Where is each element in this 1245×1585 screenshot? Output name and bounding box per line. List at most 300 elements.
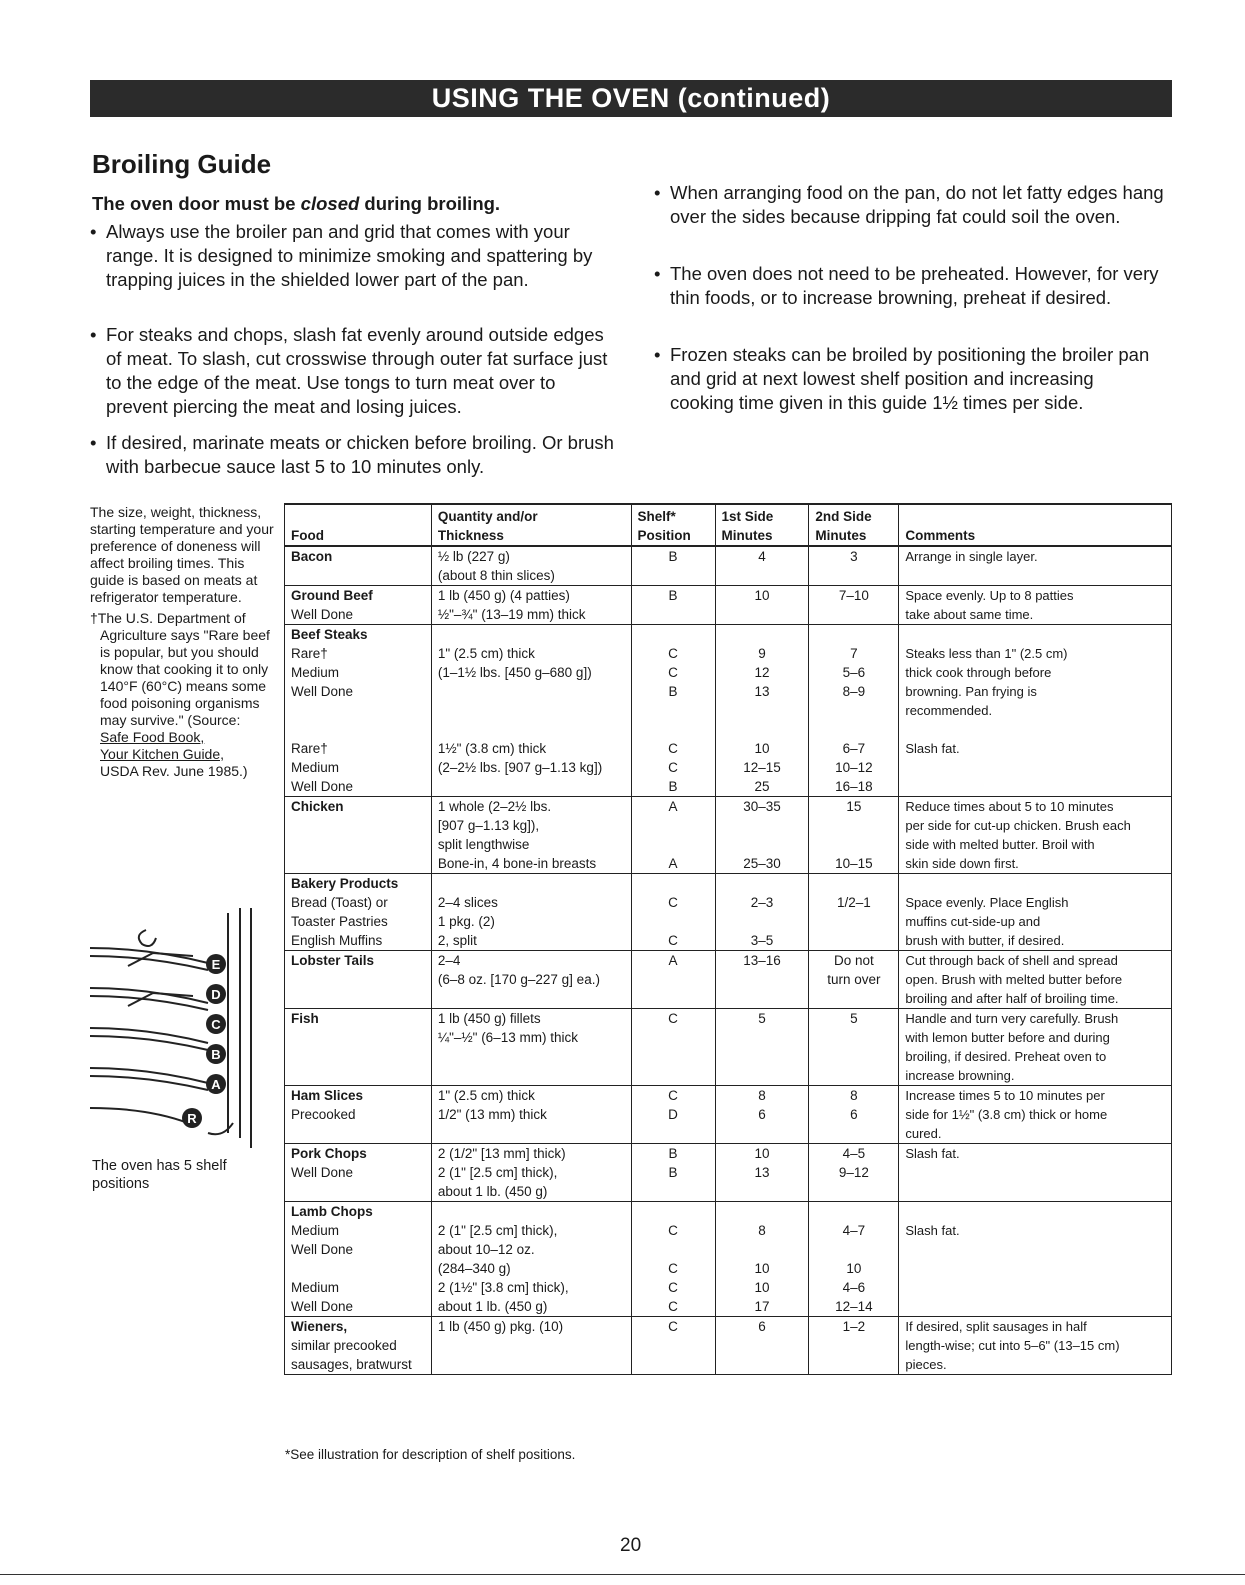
- cell-second: [809, 797, 899, 874]
- second-line: 8–9: [842, 684, 866, 699]
- first-line: [722, 1240, 803, 1259]
- shelf-line: B: [668, 549, 678, 564]
- cell-food: [285, 1086, 432, 1144]
- usda-source-subtitle: Your Kitchen Guide,: [100, 746, 225, 762]
- cell-first: [715, 1202, 809, 1317]
- cell-shelf: [631, 1144, 715, 1202]
- second-line: 6: [850, 1107, 858, 1122]
- comments-line: [905, 1202, 1165, 1221]
- shelf-caption: The oven has 5 shelf positions: [92, 1158, 227, 1192]
- cell-food: [285, 546, 432, 586]
- cell-shelf: [631, 1317, 715, 1375]
- qty-line: 2 (1½" [3.8 cm] thick),: [437, 1280, 569, 1295]
- comments-line: Reduce times about 5 to 10 minutes: [905, 799, 1114, 814]
- first-line: 8: [758, 1088, 766, 1103]
- comments-line: broiling and after half of broiling time.: [905, 991, 1119, 1006]
- qty-line: 1 lb (450 g) (4 patties): [437, 588, 570, 603]
- qty-line: ¼"–½" (6–13 mm) thick: [437, 1030, 578, 1045]
- cell-comments: [899, 1202, 1172, 1317]
- first-line: [722, 720, 803, 739]
- first-line: 13–16: [743, 953, 781, 968]
- cell-second: [809, 1144, 899, 1202]
- comments-line: Space evenly. Up to 8 patties: [905, 588, 1074, 603]
- shelf-line: [638, 625, 709, 644]
- shelf-line: C: [668, 646, 678, 661]
- cell-qty: [431, 1317, 631, 1375]
- food-line: Well Done: [291, 1165, 354, 1180]
- food-line: [291, 701, 425, 720]
- header-second-side: 2nd Side Minutes: [809, 504, 899, 546]
- first-line: [722, 874, 803, 893]
- header-first-side: 1st Side Minutes: [715, 504, 809, 546]
- comments-line: pieces.: [905, 1357, 947, 1372]
- usda-source-title: Safe Food Book,: [100, 729, 205, 745]
- qty-line: split lengthwise: [437, 837, 530, 852]
- cell-first: [715, 1317, 809, 1375]
- second-line: [815, 912, 892, 931]
- food-line: Ground Beef: [291, 588, 373, 603]
- comments-line: per side for cut-up chicken. Brush each: [905, 818, 1131, 833]
- food-line: Pork Chops: [291, 1146, 367, 1161]
- comments-line: Slash fat.: [905, 741, 960, 756]
- food-line: Toaster Pastries: [291, 914, 388, 929]
- shelf-line: [638, 1202, 709, 1221]
- shelf-line: D: [668, 1107, 678, 1122]
- usda-source-date: USDA Rev. June 1985.): [100, 763, 248, 779]
- qty-line: [438, 777, 625, 796]
- comments-line: [905, 720, 1165, 739]
- cell-qty: [431, 546, 631, 586]
- comments-line: open. Brush with melted butter before: [905, 972, 1123, 987]
- second-line: [815, 931, 892, 950]
- cell-comments: [899, 951, 1172, 1009]
- shelf-line: C: [668, 1319, 678, 1334]
- shelf-line: [638, 701, 709, 720]
- header-comments: Comments: [899, 504, 1172, 546]
- cell-shelf: [631, 1009, 715, 1086]
- qty-line: (about 8 thin slices): [437, 568, 555, 583]
- cell-qty: [431, 874, 631, 951]
- table-body: [285, 546, 1172, 1375]
- first-line: 12: [754, 665, 770, 680]
- cell-shelf: [631, 586, 715, 625]
- cell-first: [715, 625, 809, 797]
- first-line: 4: [758, 549, 766, 564]
- second-line: [815, 835, 892, 854]
- comments-line: Steaks less than 1" (2.5 cm): [905, 646, 1068, 661]
- first-line: 6: [758, 1107, 766, 1122]
- qty-line: 2 (1" [2.5 cm] thick),: [437, 1165, 558, 1180]
- food-line: sausages, bratwurst: [291, 1357, 412, 1372]
- first-line: 13: [754, 1165, 770, 1180]
- first-line: 17: [754, 1299, 770, 1314]
- table-row: [285, 1086, 1172, 1144]
- cell-qty: [431, 1086, 631, 1144]
- food-line: Medium: [291, 760, 340, 775]
- cell-second: [809, 1317, 899, 1375]
- table-row: [285, 797, 1172, 874]
- shelf-label-e: E: [211, 957, 221, 972]
- qty-line: [438, 1202, 625, 1221]
- first-line: 2–3: [750, 895, 774, 910]
- food-line: Well Done: [291, 1299, 354, 1314]
- cell-shelf: [631, 1202, 715, 1317]
- shelf-line: A: [668, 856, 678, 871]
- second-line: [815, 701, 892, 720]
- first-line: [722, 625, 803, 644]
- shelf-line: C: [668, 665, 678, 680]
- shelf-line: B: [668, 779, 678, 794]
- tip-text: Frozen steaks can be broiled by positioning the broiler pan and grid at next lowest shelf position and increasing cooking time given in this guide 1½ times per side.: [670, 344, 1150, 413]
- cell-comments: [899, 1317, 1172, 1375]
- second-line: [815, 874, 892, 893]
- footnote: *See illustration for description of shelf positions.: [285, 1447, 576, 1462]
- food-line: similar precooked: [291, 1338, 397, 1353]
- comments-line: thick cook through before: [905, 665, 1052, 680]
- qty-line: (2–2½ lbs. [907 g–1.13 kg]): [437, 760, 603, 775]
- tip-right-3: [654, 343, 1160, 415]
- tip-right-2: [654, 262, 1160, 310]
- shelf-line: [638, 1240, 709, 1259]
- second-line: [815, 625, 892, 644]
- qty-line: 1 whole (2–2½ lbs.: [437, 799, 552, 814]
- comments-line: [905, 874, 1165, 893]
- page-bottom-rule: [0, 1574, 1245, 1575]
- second-line: [815, 720, 892, 739]
- food-line: Fish: [291, 1011, 319, 1026]
- first-line: 13: [754, 684, 770, 699]
- cell-qty: [431, 1009, 631, 1086]
- cell-qty: [431, 586, 631, 625]
- qty-line: (6–8 oz. [170 g–227 g] ea.): [437, 972, 600, 987]
- food-line: Precooked: [291, 1107, 356, 1122]
- cell-qty: [431, 625, 631, 797]
- second-line: 4–7: [842, 1223, 866, 1238]
- second-line: 4–5: [842, 1146, 866, 1161]
- cell-second: [809, 1202, 899, 1317]
- cell-shelf: [631, 546, 715, 586]
- qty-line: about 1 lb. (450 g): [437, 1184, 548, 1199]
- cell-food: [285, 951, 432, 1009]
- food-line: Ham Slices: [291, 1088, 364, 1103]
- header-shelf: Shelf* Position: [631, 504, 715, 546]
- shelf-line: C: [668, 933, 678, 948]
- tip-text: For steaks and chops, slash fat evenly around outside edges of meat. To slash, cut crosswise through outer fat surface just to the edge of the meat. Use tongs to turn meat over to prevent piercing the meat and losing juices.: [106, 324, 608, 417]
- bullet-icon: •: [90, 324, 97, 345]
- comments-line: increase browning.: [905, 1068, 1015, 1083]
- second-line: Do not: [834, 953, 874, 968]
- second-line: [815, 1202, 892, 1221]
- section-banner: [90, 80, 1172, 117]
- table-row: [285, 951, 1172, 1009]
- cell-shelf: [631, 1086, 715, 1144]
- second-line: 7: [850, 646, 858, 661]
- comments-line: Slash fat.: [905, 1223, 960, 1238]
- qty-line: 1 lb (450 g) pkg. (10): [437, 1319, 564, 1334]
- table-header-row: [285, 504, 1172, 546]
- header-quantity: Quantity and/or Thickness: [431, 504, 631, 546]
- side-note-text: The size, weight, thickness, starting temperature and your preference of doneness will affect broiling times. This guide is based on meats at refrigerator temperature.: [90, 504, 274, 605]
- second-line: 16–18: [835, 779, 873, 794]
- usda-note: [90, 610, 275, 780]
- shelf-line: B: [668, 684, 678, 699]
- first-line: 10: [754, 1261, 770, 1276]
- food-line: Well Done: [291, 684, 354, 699]
- second-line: 1–2: [842, 1319, 866, 1334]
- comments-line: [905, 777, 1165, 796]
- shelf-label-a: A: [211, 1077, 221, 1092]
- cell-comments: [899, 797, 1172, 874]
- cell-food: [285, 586, 432, 625]
- shelf-line: [638, 835, 709, 854]
- shelf-line: A: [668, 953, 678, 968]
- shelf-line: [638, 874, 709, 893]
- first-line: 25–30: [743, 856, 781, 871]
- shelf-line: C: [668, 1280, 678, 1295]
- qty-line: 2 (1/2" [13 mm] thick): [437, 1146, 566, 1161]
- qty-line: [907 g–1.13 kg]),: [437, 818, 540, 833]
- cell-comments: [899, 1086, 1172, 1144]
- shelf-line: C: [668, 1223, 678, 1238]
- tip-text: Always use the broiler pan and grid that comes with your range. It is designed to minimize smoking and spattering by trapping juices in the shielded lower part of the pan.: [106, 221, 593, 290]
- comments-line: [905, 625, 1165, 644]
- first-line: 9: [758, 646, 766, 661]
- cell-second: [809, 1009, 899, 1086]
- qty-line: Bone-in, 4 bone-in breasts: [437, 856, 597, 871]
- first-line: [722, 701, 803, 720]
- second-line: 15: [846, 799, 862, 814]
- table-row: [285, 546, 1172, 586]
- page-number: 20: [620, 1535, 642, 1556]
- table-row: [285, 1009, 1172, 1086]
- cell-food: [285, 797, 432, 874]
- food-line: Well Done: [291, 607, 354, 622]
- shelf-line: C: [668, 895, 678, 910]
- food-line: Well Done: [291, 779, 354, 794]
- bullet-icon: •: [654, 263, 661, 284]
- second-line: 1/2–1: [836, 895, 871, 910]
- shelf-label-r: R: [187, 1111, 197, 1126]
- first-line: 8: [758, 1223, 766, 1238]
- cell-second: [809, 874, 899, 951]
- food-line: Bread (Toast) or: [291, 895, 388, 910]
- table-row: [285, 625, 1172, 797]
- qty-line: [438, 874, 625, 893]
- cell-shelf: [631, 797, 715, 874]
- cell-shelf: [631, 625, 715, 797]
- qty-line: 1½" (3.8 cm) thick: [437, 741, 547, 756]
- comments-line: take about same time.: [905, 607, 1034, 622]
- first-line: 25: [754, 779, 770, 794]
- food-line: [291, 720, 425, 739]
- comments-line: If desired, split sausages in half: [905, 1319, 1087, 1334]
- second-line: 10: [846, 1261, 862, 1276]
- shelf-line: C: [668, 1011, 678, 1026]
- side-note: [90, 504, 275, 784]
- comments-line: skin side down first.: [905, 856, 1019, 871]
- qty-line: 1/2" (13 mm) thick: [437, 1107, 547, 1122]
- first-line: [722, 912, 803, 931]
- cell-second: [809, 625, 899, 797]
- door-warning: [92, 193, 500, 215]
- food-line: Chicken: [291, 799, 344, 814]
- table-row: [285, 586, 1172, 625]
- door-warning-emphasis: closed: [300, 193, 360, 214]
- cell-shelf: [631, 951, 715, 1009]
- comments-line: brush with butter, if desired.: [905, 933, 1065, 948]
- first-line: [722, 816, 803, 835]
- bullet-icon: •: [654, 182, 661, 203]
- cell-comments: [899, 874, 1172, 951]
- first-line: 30–35: [743, 799, 781, 814]
- qty-line: about 10–12 oz.: [437, 1242, 535, 1257]
- comments-line: length-wise; cut into 5–6" (13–15 cm): [905, 1338, 1120, 1353]
- cell-qty: [431, 797, 631, 874]
- cell-second: [809, 546, 899, 586]
- first-line: 10: [754, 741, 770, 756]
- food-line: Wieners,: [291, 1319, 348, 1334]
- cell-food: [285, 874, 432, 951]
- shelf-line: [638, 720, 709, 739]
- table-row: [285, 874, 1172, 951]
- first-line: 5: [758, 1011, 766, 1026]
- cell-shelf: [631, 874, 715, 951]
- qty-line: ½"–¾" (13–19 mm) thick: [437, 607, 586, 622]
- comments-line: muffins cut-side-up and: [905, 914, 1041, 929]
- comments-line: Handle and turn very carefully. Brush: [905, 1011, 1119, 1026]
- door-warning-post: during broiling.: [359, 193, 501, 214]
- food-line: English Muffins: [291, 933, 383, 948]
- shelf-line: C: [668, 1299, 678, 1314]
- cell-first: [715, 546, 809, 586]
- food-line: Rare†: [291, 646, 328, 661]
- comments-line: with lemon butter before and during: [905, 1030, 1110, 1045]
- food-line: Beef Steaks: [291, 627, 368, 642]
- cell-comments: [899, 1009, 1172, 1086]
- food-line: Lamb Chops: [291, 1204, 373, 1219]
- food-line: Rare†: [291, 741, 328, 756]
- cell-food: [285, 1009, 432, 1086]
- cell-first: [715, 951, 809, 1009]
- second-line: 9–12: [838, 1165, 869, 1180]
- first-line: 10: [754, 1280, 770, 1295]
- comments-line: Increase times 5 to 10 minutes per: [905, 1088, 1105, 1103]
- cell-food: [285, 625, 432, 797]
- cell-first: [715, 874, 809, 951]
- cell-qty: [431, 951, 631, 1009]
- cell-qty: [431, 1144, 631, 1202]
- food-line: Lobster Tails: [291, 953, 375, 968]
- broiling-table: [284, 503, 1172, 1375]
- shelf-line: B: [668, 1165, 678, 1180]
- header-food: Food: [285, 504, 432, 546]
- cell-first: [715, 1086, 809, 1144]
- comments-line: broiling, if desired. Preheat oven to: [905, 1049, 1107, 1064]
- bullet-icon: •: [90, 221, 97, 242]
- cell-food: [285, 1144, 432, 1202]
- cell-first: [715, 1144, 809, 1202]
- cell-comments: [899, 1144, 1172, 1202]
- bullet-icon: •: [90, 432, 97, 453]
- shelf-line: [638, 912, 709, 931]
- shelf-label-b: B: [211, 1047, 221, 1062]
- cell-food: [285, 1202, 432, 1317]
- first-line: 6: [758, 1319, 766, 1334]
- food-line: [291, 1259, 425, 1278]
- qty-line: [438, 720, 625, 739]
- page-title: Broiling Guide: [92, 149, 272, 179]
- bullet-icon: •: [654, 344, 661, 365]
- qty-line: 2–4: [437, 953, 461, 968]
- shelf-position-illustration: [88, 908, 268, 1158]
- second-line: 8: [850, 1088, 858, 1103]
- shelf-line: A: [668, 799, 678, 814]
- second-line: 10–15: [835, 856, 873, 871]
- qty-line: 2–4 slices: [437, 895, 498, 910]
- shelf-line: B: [668, 588, 678, 603]
- comments-line: side for 1½" (3.8 cm) thick or home: [905, 1107, 1108, 1122]
- table-row: [285, 1317, 1172, 1375]
- qty-line: 1 lb (450 g) fillets: [437, 1011, 541, 1026]
- second-line: 5–6: [842, 665, 866, 680]
- second-line: 3: [850, 549, 858, 564]
- comments-line: cured.: [905, 1126, 942, 1141]
- food-line: Bacon: [291, 549, 333, 564]
- first-line: 10: [754, 1146, 770, 1161]
- tip-left-1: [90, 220, 596, 292]
- food-line: Medium: [291, 665, 340, 680]
- shelf-line: C: [668, 1261, 678, 1276]
- comments-line: [905, 758, 1165, 777]
- second-line: 7–10: [838, 588, 869, 603]
- second-line: turn over: [827, 972, 881, 987]
- comments-line: Cut through back of shell and spread: [905, 953, 1118, 968]
- cell-first: [715, 586, 809, 625]
- food-line: Bakery Products: [291, 876, 399, 891]
- second-line: [815, 1240, 892, 1259]
- cell-food: [285, 1317, 432, 1375]
- comments-line: Arrange in single layer.: [905, 549, 1038, 564]
- qty-line: 1" (2.5 cm) thick: [437, 646, 535, 661]
- qty-line: (284–340 g): [437, 1261, 511, 1276]
- banner-text: USING THE OVEN (continued): [431, 83, 831, 113]
- qty-line: 2, split: [437, 933, 477, 948]
- second-line: 10–12: [835, 760, 873, 775]
- cell-comments: [899, 625, 1172, 797]
- qty-line: 2 (1" [2.5 cm] thick),: [437, 1223, 558, 1238]
- second-line: 4–6: [842, 1280, 866, 1295]
- first-line: 12–15: [743, 760, 781, 775]
- shelf-line: C: [668, 741, 678, 756]
- cell-first: [715, 1009, 809, 1086]
- shelf-label-d: D: [211, 987, 221, 1002]
- comments-line: Space evenly. Place English: [905, 895, 1069, 910]
- shelf-line: C: [668, 760, 678, 775]
- tip-left-2: [90, 323, 616, 419]
- second-line: 5: [850, 1011, 858, 1026]
- food-line: Well Done: [291, 1242, 354, 1257]
- cell-comments: [899, 586, 1172, 625]
- table-row: [285, 1144, 1172, 1202]
- second-line: 12–14: [835, 1299, 873, 1314]
- food-line: Medium: [291, 1223, 340, 1238]
- tip-text: When arranging food on the pan, do not let fatty edges hang over the sides because dripping fat could soil the oven.: [670, 182, 1164, 227]
- tip-left-3: [90, 431, 616, 479]
- table-row: [285, 1202, 1172, 1317]
- door-warning-pre: The oven door must be: [92, 193, 301, 214]
- cell-second: [809, 951, 899, 1009]
- first-line: 3–5: [750, 933, 774, 948]
